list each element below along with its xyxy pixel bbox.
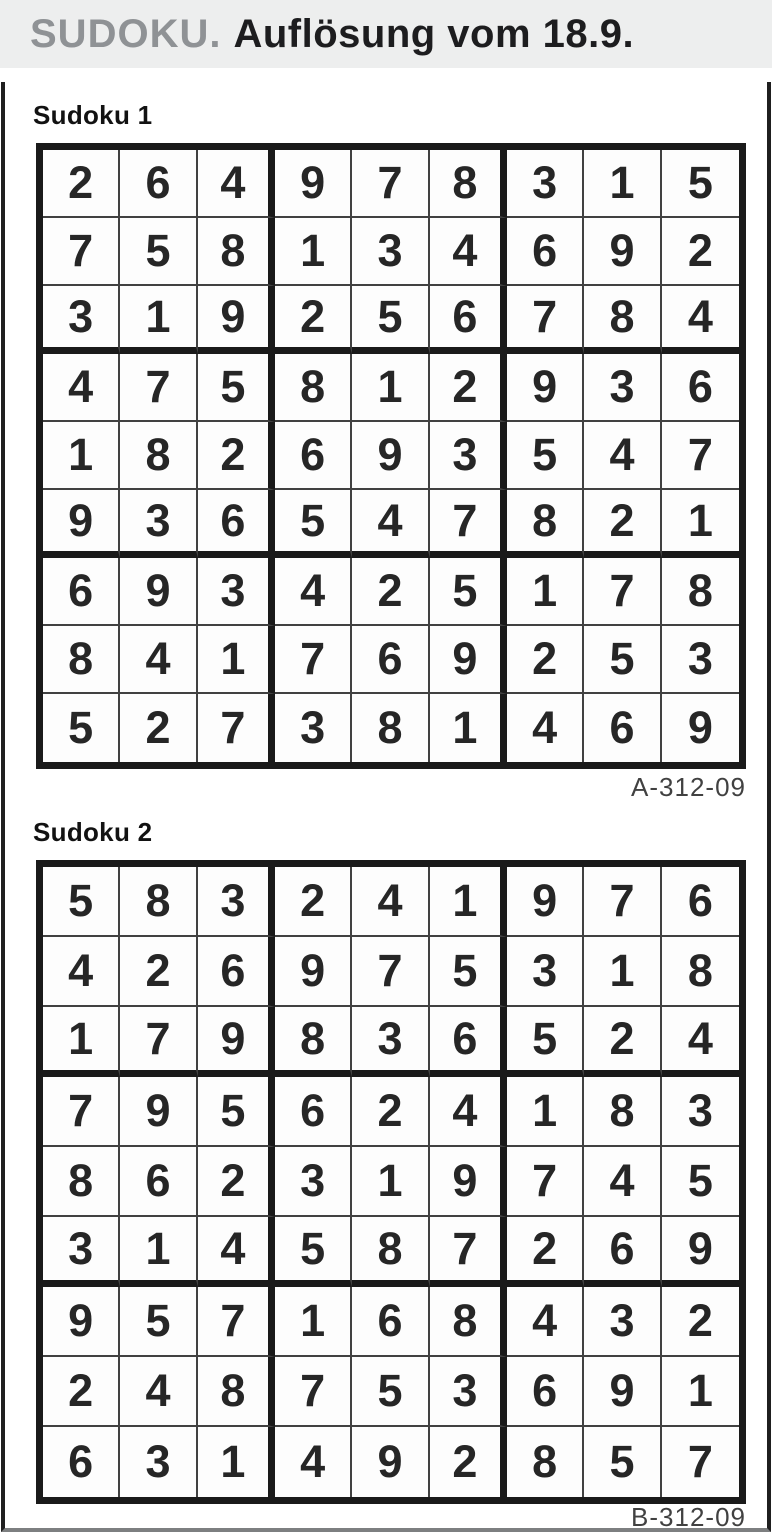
sudoku-cell: 5 (507, 422, 584, 490)
sudoku-cell: 5 (352, 1357, 429, 1427)
sudoku-cell: 6 (198, 937, 275, 1007)
sudoku-cell: 3 (662, 1077, 739, 1147)
sudoku-cell: 3 (430, 422, 507, 490)
sudoku-cell: 8 (198, 1357, 275, 1427)
sudoku-cell: 6 (352, 626, 429, 694)
sudoku-cell: 9 (584, 218, 661, 286)
sudoku-cell: 7 (43, 218, 120, 286)
sudoku-cell: 1 (584, 937, 661, 1007)
sudoku-grid-2 (36, 860, 746, 1504)
sudoku-cell: 4 (584, 422, 661, 490)
sudoku-cell: 8 (662, 558, 739, 626)
sudoku-cell: 2 (120, 937, 197, 1007)
sudoku-cell: 4 (430, 218, 507, 286)
sudoku-cell: 8 (275, 354, 352, 422)
sudoku-cell: 7 (507, 286, 584, 354)
sudoku-cell: 3 (198, 558, 275, 626)
sudoku-2-label: Sudoku 2 (33, 817, 153, 847)
sudoku-cell: 4 (584, 1147, 661, 1217)
sudoku-cell: 6 (430, 1007, 507, 1077)
sudoku-cell: 7 (584, 867, 661, 937)
sudoku-cell: 8 (662, 937, 739, 1007)
sudoku-cell: 2 (275, 867, 352, 937)
sudoku-cell: 9 (662, 694, 739, 762)
sudoku-cell: 4 (662, 1007, 739, 1077)
sudoku-cell: 5 (43, 694, 120, 762)
sudoku-cell: 2 (198, 1147, 275, 1217)
sudoku-cell: 1 (43, 422, 120, 490)
sudoku-cell: 3 (198, 867, 275, 937)
sudoku-cell: 1 (507, 558, 584, 626)
sudoku-cell: 8 (430, 150, 507, 218)
sudoku-cell: 5 (584, 1427, 661, 1497)
sudoku-cell: 6 (662, 867, 739, 937)
sudoku-cell: 5 (198, 354, 275, 422)
sudoku-cell: 3 (43, 286, 120, 354)
sudoku-cell: 7 (584, 558, 661, 626)
sudoku-cell: 6 (275, 1077, 352, 1147)
sudoku-cell: 8 (198, 218, 275, 286)
sudoku-cell: 3 (120, 1427, 197, 1497)
sudoku-cell: 4 (352, 867, 429, 937)
sudoku-cell: 1 (198, 1427, 275, 1497)
sudoku-cell: 6 (120, 150, 197, 218)
header-title: Auflösung vom 18.9. (233, 11, 635, 56)
sudoku-cell: 1 (662, 1357, 739, 1427)
sudoku-cell: 9 (352, 422, 429, 490)
sudoku-cell: 2 (584, 490, 661, 558)
sudoku-cell: 4 (352, 490, 429, 558)
sudoku-cell: 4 (275, 558, 352, 626)
sudoku-cell: 5 (662, 150, 739, 218)
sudoku-cell: 1 (507, 1077, 584, 1147)
sudoku-cell: 2 (120, 694, 197, 762)
sudoku-cell: 3 (507, 150, 584, 218)
sudoku-cell: 6 (43, 1427, 120, 1497)
sudoku-cell: 2 (275, 286, 352, 354)
sudoku-cell: 2 (507, 626, 584, 694)
sudoku-cell: 7 (198, 1287, 275, 1357)
sudoku-cell: 2 (430, 354, 507, 422)
sudoku-cell: 5 (352, 286, 429, 354)
sudoku-cell: 5 (507, 1007, 584, 1077)
sudoku-cell: 1 (43, 1007, 120, 1077)
sudoku-cell: 8 (507, 1427, 584, 1497)
sudoku-cell: 5 (120, 218, 197, 286)
sudoku-cell: 5 (430, 937, 507, 1007)
sudoku-cell: 3 (43, 1217, 120, 1287)
sudoku-cell: 1 (275, 218, 352, 286)
sudoku-cell: 6 (430, 286, 507, 354)
sudoku-cell: 8 (584, 286, 661, 354)
sudoku-cell: 3 (662, 626, 739, 694)
sudoku-cell: 2 (507, 1217, 584, 1287)
sudoku-cell: 8 (507, 490, 584, 558)
sudoku-cell: 6 (662, 354, 739, 422)
sudoku-cell: 5 (584, 626, 661, 694)
sudoku-cell: 9 (662, 1217, 739, 1287)
sudoku-cell: 1 (430, 694, 507, 762)
sudoku-cell: 3 (584, 1287, 661, 1357)
sudoku-cell: 6 (275, 422, 352, 490)
sudoku-cell: 7 (120, 354, 197, 422)
sudoku-cell: 2 (662, 218, 739, 286)
sudoku-cell: 8 (43, 1147, 120, 1217)
sudoku-cell: 2 (352, 558, 429, 626)
sudoku-cell: 4 (507, 1287, 584, 1357)
sudoku-cell: 9 (275, 937, 352, 1007)
sudoku-cell: 6 (43, 558, 120, 626)
sudoku-cell: 8 (275, 1007, 352, 1077)
sudoku-cell: 2 (43, 1357, 120, 1427)
sudoku-cell: 3 (275, 1147, 352, 1217)
sudoku-cell: 6 (120, 1147, 197, 1217)
sudoku-cell: 3 (507, 937, 584, 1007)
sudoku-cell: 5 (275, 1217, 352, 1287)
sudoku-cell: 4 (43, 937, 120, 1007)
sudoku-cell: 4 (430, 1077, 507, 1147)
sudoku-cell: 8 (352, 694, 429, 762)
sudoku-cell: 8 (352, 1217, 429, 1287)
sudoku-cell: 7 (43, 1077, 120, 1147)
sudoku-cell: 3 (352, 218, 429, 286)
sudoku-cell: 4 (275, 1427, 352, 1497)
sudoku-cell: 1 (430, 867, 507, 937)
sudoku-cell: 7 (275, 626, 352, 694)
sudoku-cell: 1 (275, 1287, 352, 1357)
sudoku-cell: 5 (43, 867, 120, 937)
sudoku-cell: 1 (120, 1217, 197, 1287)
sudoku-cell: 5 (430, 558, 507, 626)
sudoku-cell: 7 (662, 422, 739, 490)
sudoku-cell: 8 (430, 1287, 507, 1357)
sudoku-cell: 5 (275, 490, 352, 558)
sudoku-cell: 3 (275, 694, 352, 762)
sudoku-cell: 7 (430, 490, 507, 558)
sudoku-cell: 6 (507, 1357, 584, 1427)
sudoku-cell: 3 (120, 490, 197, 558)
sudoku-cell: 7 (275, 1357, 352, 1427)
sudoku-cell: 6 (584, 694, 661, 762)
sudoku-cell: 3 (430, 1357, 507, 1427)
sudoku-cell: 4 (198, 1217, 275, 1287)
sudoku-cell: 8 (120, 422, 197, 490)
sudoku-cell: 9 (43, 490, 120, 558)
sudoku-cell: 1 (120, 286, 197, 354)
sudoku-cell: 4 (662, 286, 739, 354)
sudoku-cell: 7 (120, 1007, 197, 1077)
sudoku-cell: 2 (352, 1077, 429, 1147)
sudoku-cell: 7 (507, 1147, 584, 1217)
sudoku-cell: 5 (120, 1287, 197, 1357)
sudoku-2-code: B-312-09 (631, 1502, 746, 1532)
sudoku-cell: 5 (198, 1077, 275, 1147)
sudoku-cell: 2 (662, 1287, 739, 1357)
sudoku-cell: 7 (198, 694, 275, 762)
sudoku-cell: 8 (584, 1077, 661, 1147)
sudoku-cell: 2 (198, 422, 275, 490)
sudoku-cell: 4 (120, 626, 197, 694)
sudoku-cell: 9 (120, 558, 197, 626)
sudoku-cell: 2 (430, 1427, 507, 1497)
sudoku-cell: 8 (43, 626, 120, 694)
header-kicker: SUDOKU. (30, 11, 222, 56)
sudoku-cell: 9 (198, 1007, 275, 1077)
sudoku-cell: 9 (430, 626, 507, 694)
sudoku-cell: 9 (352, 1427, 429, 1497)
sudoku-cell: 9 (275, 150, 352, 218)
sudoku-cell: 9 (120, 1077, 197, 1147)
sudoku-cell: 3 (352, 1007, 429, 1077)
sudoku-cell: 1 (584, 150, 661, 218)
sudoku-cell: 9 (43, 1287, 120, 1357)
sudoku-cell: 3 (584, 354, 661, 422)
sudoku-cell: 5 (662, 1147, 739, 1217)
sudoku-cell: 6 (198, 490, 275, 558)
sudoku-cell: 4 (198, 150, 275, 218)
sudoku-cell: 4 (120, 1357, 197, 1427)
sudoku-grid-1 (36, 143, 746, 769)
sudoku-cell: 1 (662, 490, 739, 558)
sudoku-cell: 9 (198, 286, 275, 354)
sudoku-1-code: A-312-09 (631, 772, 746, 802)
sudoku-cell: 7 (430, 1217, 507, 1287)
sudoku-cell: 9 (507, 354, 584, 422)
sudoku-cell: 2 (584, 1007, 661, 1077)
sudoku-cell: 7 (352, 150, 429, 218)
sudoku-cell: 6 (507, 218, 584, 286)
sudoku-cell: 9 (584, 1357, 661, 1427)
sudoku-cell: 7 (352, 937, 429, 1007)
sudoku-cell: 1 (352, 354, 429, 422)
sudoku-cell: 4 (507, 694, 584, 762)
sudoku-cell: 9 (507, 867, 584, 937)
page-header (0, 0, 772, 68)
sudoku-cell: 8 (120, 867, 197, 937)
sudoku-cell: 6 (584, 1217, 661, 1287)
sudoku-cell: 6 (352, 1287, 429, 1357)
sudoku-cell: 7 (662, 1427, 739, 1497)
sudoku-1-label: Sudoku 1 (33, 100, 153, 130)
sudoku-cell: 1 (352, 1147, 429, 1217)
sudoku-cell: 1 (198, 626, 275, 694)
sudoku-cell: 4 (43, 354, 120, 422)
sudoku-cell: 2 (43, 150, 120, 218)
sudoku-cell: 9 (430, 1147, 507, 1217)
